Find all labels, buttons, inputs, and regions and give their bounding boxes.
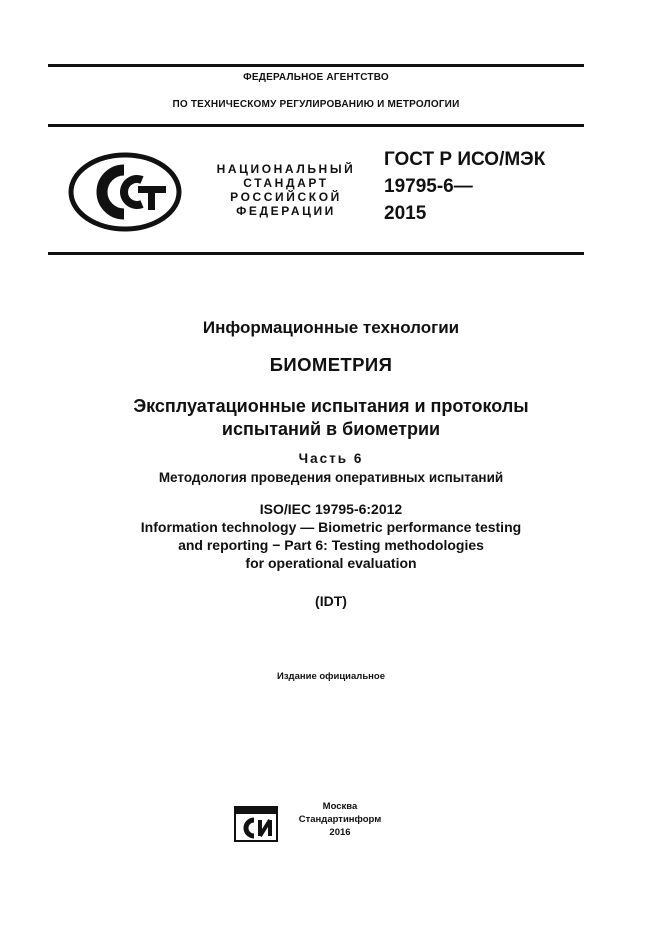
equivalence-mark: (IDT) <box>315 593 347 609</box>
national-standard-line-1: НАЦИОНАЛЬНЫЙ <box>216 162 356 176</box>
standard-code-line-3: 2015 <box>384 203 427 224</box>
main-title: Информационные технологии <box>202 318 460 337</box>
national-standard-label <box>200 162 372 218</box>
subtitle <box>48 395 614 441</box>
standartinform-logo-icon <box>234 806 278 842</box>
international-standard <box>48 500 614 572</box>
agency-line-2: ПО ТЕХНИЧЕСКОМУ РЕГУЛИРОВАНИЮ И МЕТРОЛОГИИ <box>172 99 460 110</box>
publication-year: 2016 <box>329 827 351 838</box>
iso-code: ISO/IEC 19795-6:2012 <box>259 501 403 517</box>
subtitle-line-2: испытаний в биометрии <box>221 419 441 439</box>
publisher-name: Стандартинформ <box>298 814 382 825</box>
standard-code-line-1: ГОСТ Р ИСО/МЭК <box>384 149 546 170</box>
pct-certification-mark-icon <box>68 152 182 232</box>
top-rule <box>48 64 584 67</box>
header-bottom-rule <box>48 124 584 127</box>
standard-code-line-2: 19795-6— <box>384 176 473 197</box>
subject-title: БИОМЕТРИЯ <box>269 354 393 375</box>
publisher-block <box>290 800 390 839</box>
part-title: Методология проведения оперативных испытаний <box>158 470 504 485</box>
iso-title-line-3: for operational evaluation <box>245 555 417 571</box>
part-number: Часть 6 <box>298 451 364 466</box>
edition-label: Издание официальное <box>277 671 385 682</box>
national-standard-line-4: ФЕДЕРАЦИИ <box>236 204 336 218</box>
title-block-rule <box>48 252 584 255</box>
standard-code <box>384 146 545 227</box>
national-standard-line-3: РОССИЙСКОЙ <box>230 190 342 204</box>
iso-title-line-1: Information technology — Biometric performance testing <box>140 519 522 535</box>
agency-line-1: ФЕДЕРАЛЬНОЕ АГЕНТСТВО <box>243 72 389 83</box>
national-standard-line-2: СТАНДАРТ <box>243 176 329 190</box>
subtitle-line-1: Эксплуатационные испытания и протоколы <box>133 396 529 416</box>
iso-title-line-2: and reporting − Part 6: Testing methodologies <box>178 537 484 553</box>
publisher-city: Москва <box>322 801 358 812</box>
